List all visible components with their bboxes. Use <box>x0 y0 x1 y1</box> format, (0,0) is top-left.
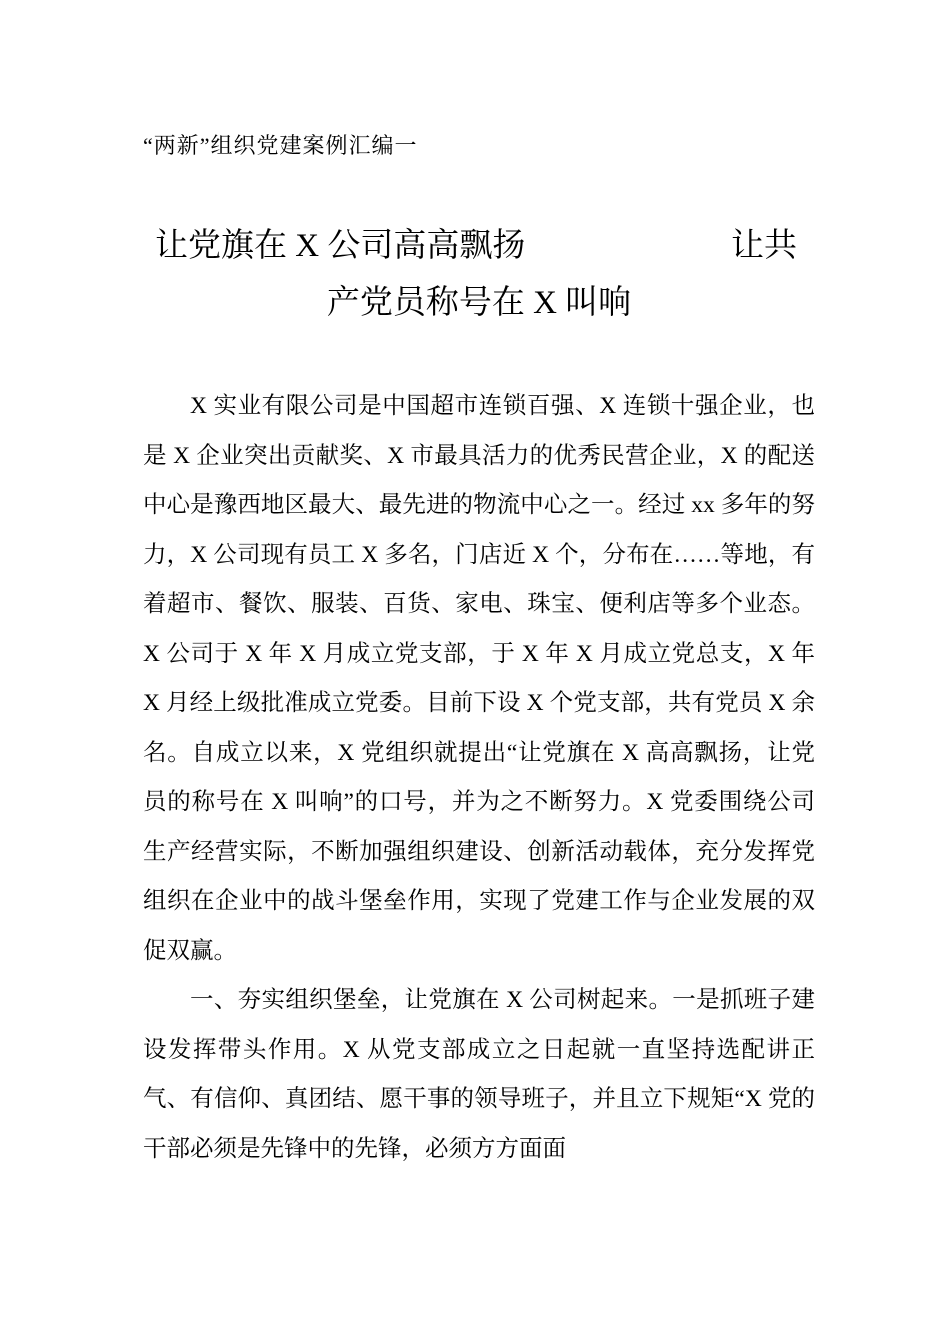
doc-series-header: “两新”组织党建案例汇编一 <box>143 133 418 158</box>
title-line-1 <box>143 218 815 275</box>
title-line-2: 产党员称号在 X 叫响 <box>326 285 632 321</box>
body-paragraph-2: 一、夯实组织堡垒，让党旗在 X 公司树起来。一是抓班子建设发挥带头作用。X 从党支部成立之日起就一直坚持选配讲正气、有信仰、真团结、愿干事的领导班子，并且立下规矩“X 党的干部必须是先锋中的先锋，必须方方面面 <box>143 987 815 1162</box>
title-line-1-right: 让共 <box>731 228 797 264</box>
page-content <box>143 0 815 1174</box>
body-paragraph-1: X 实业有限公司是中国超市连锁百强、X 连锁十强企业，也是 X 企业突出贡献奖、X 市最具活力的优秀民营企业，X 的配送中心是豫西地区最大、最先进的物流中心之一。经过 xx 多年的努力，X 公司现有员工 X 多名，门店近 X 个，分布在……等地，有着超市、餐饮、服装、百货、家电、珠宝、便利店等多个业态。X 公司于 X 年 X 月成立党支部，于 X 年 X 月成立党总支，X 年 X 月经上级批准成立党委。目前下设 X 个党支部，共有党员 X 余名。自成立以来，X 党组织就提出“让党旗在 X 高高飘扬，让党员的称号在 X 叫响”的口号，并为之不断努力。X 党委围绕公司生产经营实际，不断加强组织建设、创新活动载体，充分发挥党组织在企业中的战斗堡垒作用，实现了党建工作与企业发展的双促双赢。 <box>143 393 815 964</box>
title-line-1-left: 让党旗在 X 公司高高飘扬 <box>155 228 526 264</box>
doc-title <box>143 218 815 332</box>
doc-body <box>143 382 815 1174</box>
